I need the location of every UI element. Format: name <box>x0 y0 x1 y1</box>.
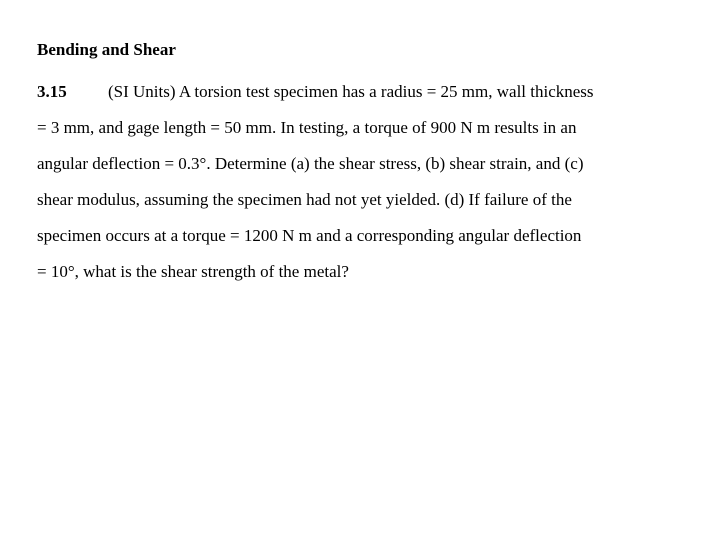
section-title: Bending and Shear <box>37 40 176 59</box>
problem-text <box>37 74 685 290</box>
problem-line: angular deflection = 0.3°. Determine (a) the shear stress, (b) shear strain, and (c) <box>37 154 584 173</box>
problem-line: shear modulus, assuming the specimen had not yet yielded. (d) If failure of the <box>37 190 572 209</box>
problem-line-text: (SI Units) A torsion test specimen has a radius = 25 mm, wall thickness <box>108 82 594 101</box>
problem-line: = 10°, what is the shear strength of the metal? <box>37 262 349 281</box>
problem-number: 3.15 <box>37 82 67 101</box>
problem-line <box>37 74 685 110</box>
problem-line: = 3 mm, and gage length = 50 mm. In testing, a torque of 900 N m results in an <box>37 118 577 137</box>
problem-line: specimen occurs at a torque = 1200 N m and a corresponding angular deflection <box>37 226 582 245</box>
